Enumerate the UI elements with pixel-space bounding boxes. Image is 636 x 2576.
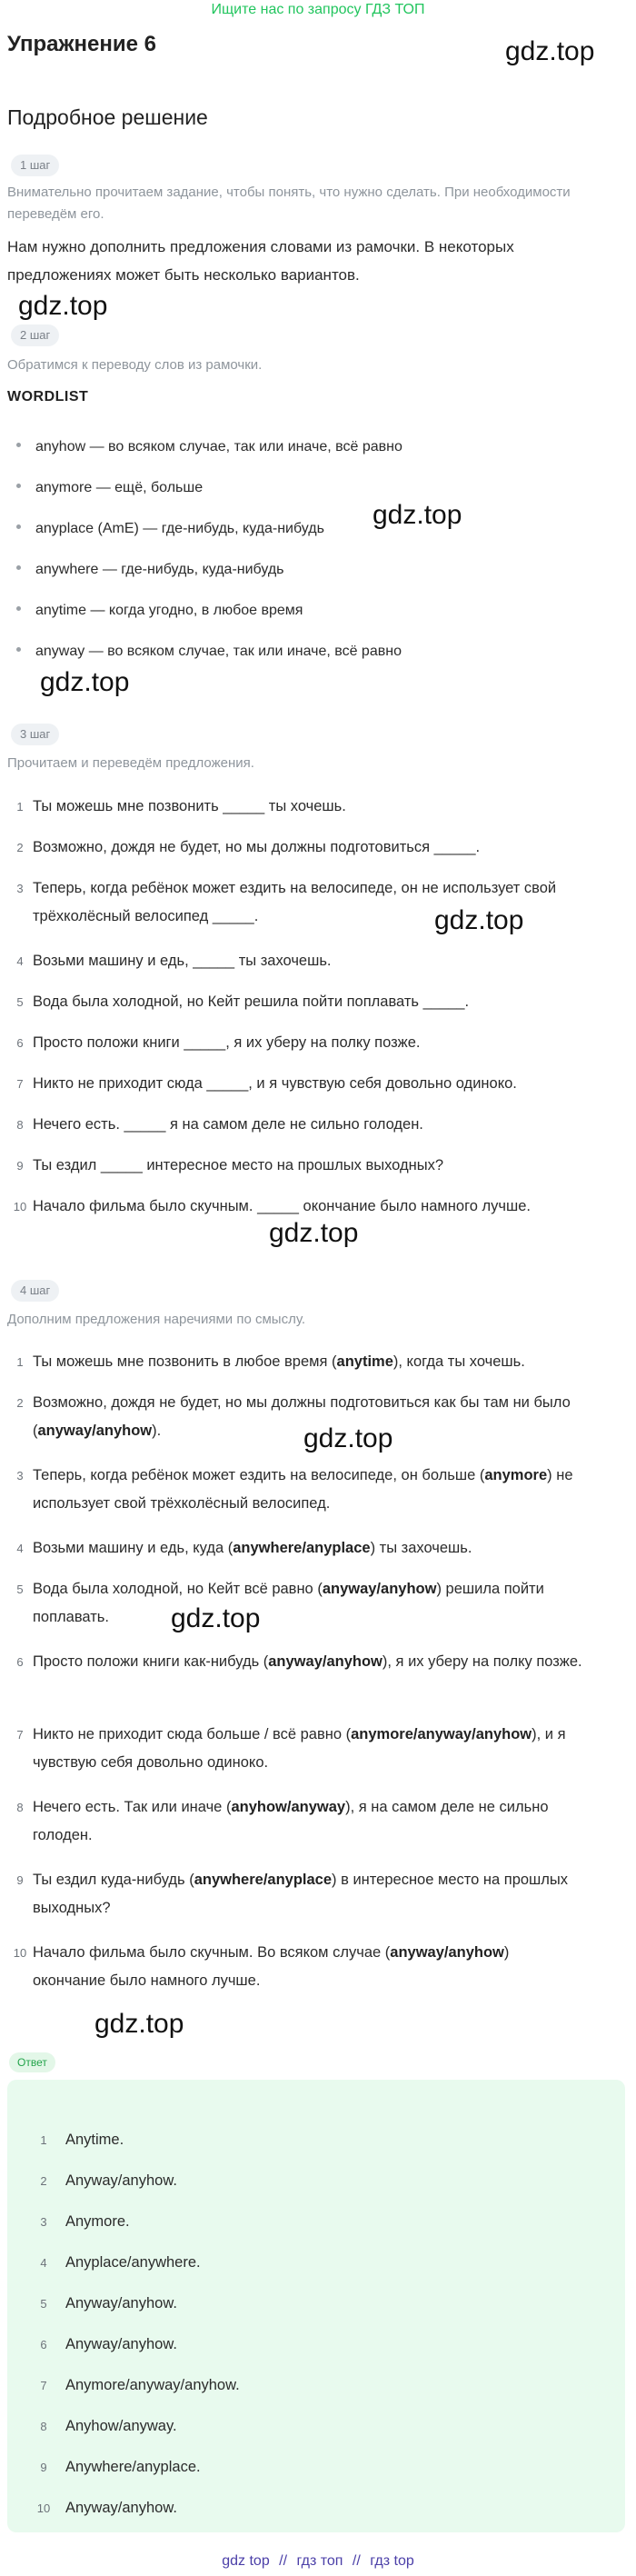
bullet-icon	[16, 524, 21, 529]
list-item: 9 Ты ездил _____ интересное место на прошлых выходных?	[16, 1157, 444, 1173]
bullet-icon	[16, 647, 21, 652]
list-item: anywhere — где-нибудь, куда-нибудь	[16, 559, 284, 581]
footer-link[interactable]: гдз топ	[296, 2553, 343, 2569]
list-item: anytime — когда угодно, в любое время	[16, 600, 303, 622]
step-badge: 4 шаг	[11, 1280, 59, 1302]
list-item: 5 Вода была холодной, но Кейт всё равно (anyway/anyhow) решила пойти поплавать.	[16, 1581, 544, 1625]
list-item: 6 Просто положи книги _____, я их уберу на полку позже.	[16, 1034, 421, 1051]
answer-item: 6 Anyway/anyhow.	[40, 2336, 177, 2352]
footer-separator: //	[279, 2553, 288, 2569]
answer-item: 5 Anyway/anyhow.	[40, 2295, 177, 2311]
step-text: Нам нужно дополнить предложения словами из рамочки. В некоторых предложениях может быть несколько вариантов.	[7, 238, 514, 284]
list-item: anyhow — во всяком случае, так или иначе, всё равно	[16, 436, 402, 458]
list-item: 4 Возьми машину и едь, куда (anywhere/anyplace) ты захочешь.	[16, 1540, 472, 1556]
answer-item: 1 Anytime.	[40, 2132, 124, 2148]
answer-item: 10 Anyway/anyhow.	[36, 2500, 177, 2516]
list-item: 1 Ты можешь мне позвонить _____ ты хочешь.	[16, 798, 346, 814]
watermark: gdz.top	[505, 36, 595, 66]
footer-separator: //	[352, 2553, 361, 2569]
wordlist-title: WORDLIST	[7, 389, 89, 404]
answer-item: 9 Anywhere/anyplace.	[40, 2459, 201, 2475]
answer-item: 3 Anymore.	[40, 2213, 130, 2230]
answer-item: 4 Anyplace/anywhere.	[40, 2254, 201, 2271]
list-item: 9 Ты ездил куда-нибудь (anywhere/anyplace) в интересное место на прошлых выходных?	[16, 1872, 569, 1916]
list-item: 7 Никто не приходит сюда больше / всё равно (anymore/anyway/anyhow), и я чувствую себя довольно одиноко.	[16, 1726, 566, 1771]
answer-item: 2 Anyway/anyhow.	[40, 2172, 177, 2189]
step-badge: 2 шаг	[11, 324, 59, 346]
section-title: Подробное решение	[7, 105, 208, 129]
list-item: 4 Возьми машину и едь, _____ ты захочешь.	[16, 953, 332, 969]
list-item: 10 Начало фильма было скучным. Во всяком случае (anyway/anyhow) окончание было намного лучше.	[13, 1944, 510, 1989]
step-hint: Внимательно прочитаем задание, чтобы понять, что нужно сделать. При необходимости переведём его.	[7, 185, 571, 222]
list-item: 2 Возможно, дождя не будет, но мы должны подготовиться как бы там ни было (anyway/anyhow).	[16, 1394, 571, 1439]
watermark: gdz.top	[171, 1603, 261, 1633]
step-hint: Дополним предложения наречиями по смыслу.	[7, 1312, 305, 1327]
list-item: 3 Теперь, когда ребёнок может ездить на велосипеде, он не использует свой трёхколёсный велосипед _____.	[16, 880, 557, 924]
watermark: gdz.top	[303, 1423, 393, 1453]
list-item: anymore — ещё, больше	[16, 477, 203, 499]
step-badge: 1 шаг	[11, 155, 59, 176]
bullet-icon	[16, 565, 21, 570]
list-item: 6 Просто положи книги как-нибудь (anyway/anyhow), я их уберу на полку позже.	[16, 1653, 582, 1670]
footer	[0, 2551, 636, 2574]
bullet-icon	[16, 443, 21, 447]
list-item: 3 Теперь, когда ребёнок может ездить на велосипеде, он больше (anymore) не использует свой трёхколёсный велосипед.	[16, 1467, 573, 1512]
footer-link[interactable]: гдз top	[370, 2553, 414, 2569]
bullet-icon	[16, 606, 21, 611]
page-title: Упражнение 6	[7, 32, 156, 56]
step-badge: 3 шаг	[11, 724, 59, 745]
answer-item: 8 Anyhow/anyway.	[40, 2418, 177, 2434]
list-item: 1 Ты можешь мне позвонить в любое время (anytime), когда ты хочешь.	[16, 1353, 525, 1370]
list-item: anyway — во всяком случае, так или иначе, всё равно	[16, 641, 402, 663]
watermark: gdz.top	[18, 291, 108, 321]
answer-badge: Ответ	[9, 2052, 55, 2072]
list-item: 10 Начало фильма было скучным. _____ окончание было намного лучше.	[13, 1198, 531, 1214]
list-item: 5 Вода была холодной, но Кейт решила пойти поплавать _____.	[16, 993, 470, 1010]
list-item: 7 Никто не приходит сюда _____, и я чувствую себя довольно одиноко.	[16, 1075, 517, 1092]
search-banner: Ищите нас по запросу ГДЗ ТОП	[211, 2, 425, 17]
watermark: gdz.top	[94, 2009, 184, 2039]
list-item: anyplace (AmE) — где-нибудь, куда-нибудь	[16, 518, 324, 540]
watermark: gdz.top	[269, 1218, 359, 1248]
step-hint: Прочитаем и переведём предложения.	[7, 755, 254, 771]
list-item: 8 Нечего есть. Так или иначе (anyhow/anyway), я на самом деле не сильно голоден.	[16, 1799, 549, 1843]
answer-item: 7 Anymore/anyway/anyhow.	[40, 2377, 240, 2393]
list-item: 2 Возможно, дождя не будет, но мы должны подготовиться _____.	[16, 839, 481, 855]
bullet-icon	[16, 484, 21, 488]
watermark: gdz.top	[434, 905, 524, 935]
footer-link[interactable]: gdz top	[222, 2553, 270, 2569]
watermark: gdz.top	[373, 500, 462, 530]
step-hint: Обратимся к переводу слов из рамочки.	[7, 357, 263, 373]
watermark: gdz.top	[40, 667, 130, 697]
list-item: 8 Нечего есть. _____ я на самом деле не сильно голоден.	[16, 1116, 423, 1133]
